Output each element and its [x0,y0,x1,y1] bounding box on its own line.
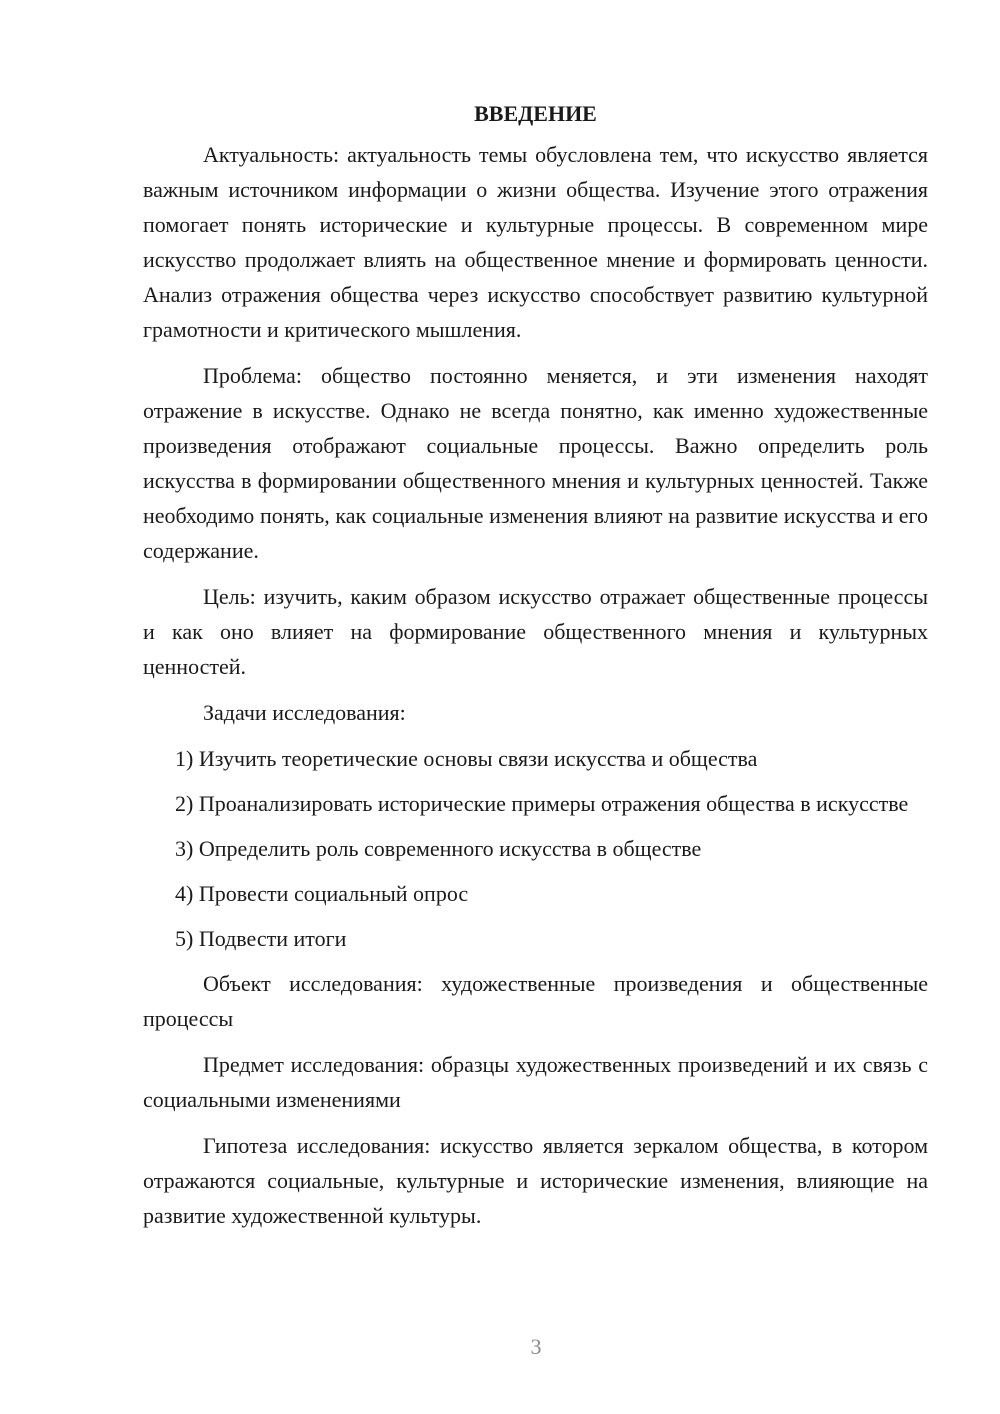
paragraph-hypothesis: Гипотеза исследования: искусство является зеркалом общества, в котором отражаются социальные, культурные и исторические изменения, влияющие на развитие художественной культуры. [143,1133,928,1228]
tasks-heading: Задачи исследования: [203,700,406,725]
list-item-task-1: 1) Изучить теоретические основы связи искусства и общества [175,746,758,771]
list-item-task-2: 2) Проанализировать исторические примеры отражения общества в искусстве [175,791,909,816]
list-item-task-3: 3) Определить роль современного искусства в обществе [175,836,702,861]
list-item-task-4: 4) Провести социальный опрос [175,881,469,906]
page-number: 3 [530,1334,542,1359]
paragraph-problem: Проблема: общество постоянно меняется, и эти изменения находят отражение в искусстве. Однако не всегда понятно, как именно художественные произведения отображают социальные процессы. Важно определить роль искусства в формировании общественного мнения и культурных ценностей. Также необходимо понять, как социальные изменения влияют на развитие искусства и его содержание. [143,363,928,563]
paragraph-object: Объект исследования: художественные произведения и общественные процессы [143,971,928,1031]
paragraph-subject: Предмет исследования: образцы художественных произведений и их связь с социальными изменениями [143,1052,928,1112]
document-body [143,96,928,1244]
paragraph-relevance: Актуальность: актуальность темы обусловлена тем, что искусство является важным источником информации о жизни общества. Изучение этого отражения помогает понять исторические и культурные процессы. В современном мире искусство продолжает влиять на общественное мнение и формировать ценности. Анализ отражения общества через искусство способствует развитию культурной грамотности и критического мышления. [143,142,928,342]
list-item-task-5: 5) Подвести итоги [175,926,347,951]
document-title: ВВЕДЕНИЕ [474,101,597,126]
paragraph-goal: Цель: изучить, каким образом искусство отражает общественные процессы и как оно влияет на формирование общественного мнения и культурных ценностей. [143,584,928,679]
